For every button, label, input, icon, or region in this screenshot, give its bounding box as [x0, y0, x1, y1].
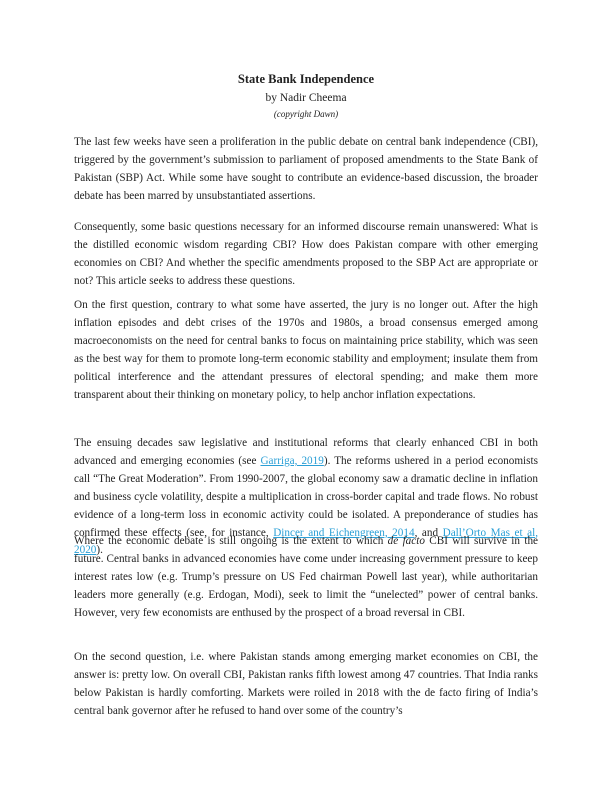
paragraph-5-text-2: CBI will survive in the future. Central banks in advanced economies have come under increasing government pressure to keep interest rates low (e.g. Trump’s pressure on US Fed chairman Powell last year), while authoritarian leaders more generally (e.g. Erdogan, Modi), seek to limit the “unelected” power of central banks. However, very few economists are enthused by the prospect of a broad reversal in CBI. [74, 535, 539, 619]
paragraph-4-text-3: , and [414, 526, 443, 539]
paragraph-5 [74, 533, 538, 623]
paragraph-6: On the second question, i.e. where Pakistan stands among emerging market economies on CBI, the answer is: pretty low. On overall CBI, Pakistan ranks fifth lowest among 47 countries. That India ranks below Pakistan is hardly comforting. Markets were roiled in 2018 with the de facto firing of India’s central bank governor after he refused to hand over some of the country’s [74, 651, 538, 717]
paragraph-3: On the first question, contrary to what some have asserted, the jury is no longer out. After the high inflation episodes and debt crises of the 1970s and 1980s, a broad consensus emerged among macroeconomists on the need for central banks to focus on maintaining price stability, which was seen as the best way for them to promote long-term economic stability and employment; insulate them from political interference and the attendant pressures of electoral spending; and make them more transparent about their thinking on monetary policy, to help anchor inflation expectations. [74, 299, 538, 401]
link-dincer-eichengreen-2014[interactable]: Dincer and Eichengreen, 2014 [273, 526, 415, 539]
article-title: State Bank Independence [237, 72, 375, 86]
paragraph-5-emphasis: de facto [387, 535, 425, 547]
paragraph-5-text-1: Where the economic debate is still ongoing is the extent to which [74, 535, 388, 547]
paragraph-4-text-1: The ensuing decades saw legislative and institutional reforms that clearly enhanced CBI in both advanced and emerging economies (see [74, 437, 538, 467]
paragraph-1: The last few weeks have seen a proliferation in the public debate on central bank independence (CBI), triggered by the government’s submission to parliament of proposed amendments to the State Bank of Pakistan (SBP) Act. While some have sought to contribute an evidence-based discussion, the broader debate has been marred by unsubstantiated assertions. [74, 136, 538, 202]
link-garriga-2019[interactable]: Garriga, 2019 [260, 454, 324, 467]
link-dallorto-mas-2020[interactable]: Dall’Orto Mas et al, 2020 [74, 526, 538, 557]
paragraph-4-text-4: ). [96, 544, 103, 557]
paragraph-2: Consequently, some basic questions necessary for an informed discourse remain unanswered: What is the distilled economic wisdom regarding CBI? How does Pakistan compare with other emerging economies on CBI? And whether the specific amendments proposed to the SBP Act are appropriate or not? This article seeks to address these questions. [74, 221, 538, 287]
copyright-note: (copyright Dawn) [273, 109, 339, 119]
article-byline: by Nadir Cheema [265, 92, 347, 104]
paragraph-4-text-2: ). The reforms ushered in a period economists call “The Great Moderation”. From 1990-2007, the global economy saw a dramatic decline in inflation and business cycle volatility, despite a multiplication in cross-border capital and trade flows. No robust evidence of a long-term loss in economic activity could be isolated. A preponderance of studies has confirmed these effects (see, for instance, [74, 454, 538, 539]
